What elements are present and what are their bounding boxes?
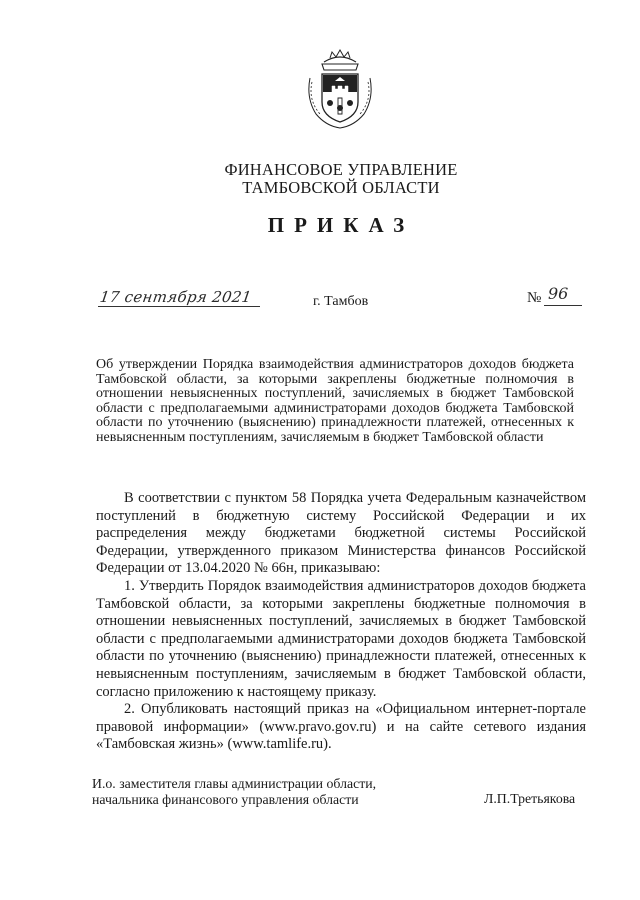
organization-name-line-2: ТАМБОВСКОЙ ОБЛАСТИ [242, 178, 440, 197]
signatory-position-line-1: И.о. заместителя главы администрации области, [92, 776, 377, 791]
organization-name-line-1: ФИНАНСОВОЕ УПРАВЛЕНИЕ [224, 160, 458, 179]
order-body [96, 490, 586, 754]
handwritten-date: 17 сентября 2021 [98, 288, 253, 306]
coat-of-arms-icon [302, 48, 378, 130]
order-clause-1: 1. Утвердить Порядок взаимодействия администраторов доходов бюджета Тамбовской области, за которыми закреплены бюджетные полномочия в отношении невыясненных поступлений, зачисляемых в бюджет Тамбовской области с предполагаемыми администраторами доходов бюджета Тамбовской области по уточнению (выяснению) принадлежности платежей, отнесенных к невыясненным поступлениям, зачисляемым в бюджет Тамбовской области, согласно приложению к настоящему приказу. [96, 577, 586, 700]
date-underline [98, 306, 260, 307]
document-date [100, 288, 252, 307]
order-subject: Об утверждении Порядка взаимодействия администраторов доходов бюджета Тамбовской области, за которыми закреплены бюджетные полномочия в отношении невыясненных поступлений, зачисляемых в бюджет Тамбовской области с предполагаемыми администраторами доходов бюджета Тамбовской области по уточнению (выяснению) принадлежности платежей, отнесенных к невыясненным поступлениям, зачисляемым в бюджет Тамбовской области [96, 357, 574, 445]
city: г. Тамбов [313, 294, 369, 309]
signatory-position-line-2: начальника финансового управления области [92, 791, 359, 807]
order-clause-2: 2. Опубликовать настоящий приказ на «Официальном интернет-портале правовой информации» (www.pravo.gov.ru) и на сайте сетевого издания «Тамбовская жизнь» (www.tamlife.ru). [96, 701, 586, 753]
number-label: № [527, 290, 542, 306]
signatory-position [92, 776, 376, 807]
preamble-paragraph: В соответствии с пунктом 58 Порядка учета Федеральным казначейством поступлений в бюджетную систему Российской Федерации и их распределения между бюджетами бюджетной системы Российской Федерации, утвержденного приказом Министерства финансов Российской Федерации от 13.04.2020 № 66н, приказываю: [96, 490, 586, 577]
signatory-name: Л.П.Третьякова [484, 791, 576, 806]
handwritten-number: 96 [548, 284, 569, 303]
number-underline [544, 305, 582, 306]
document-type-title: ПРИКАЗ [267, 213, 415, 237]
